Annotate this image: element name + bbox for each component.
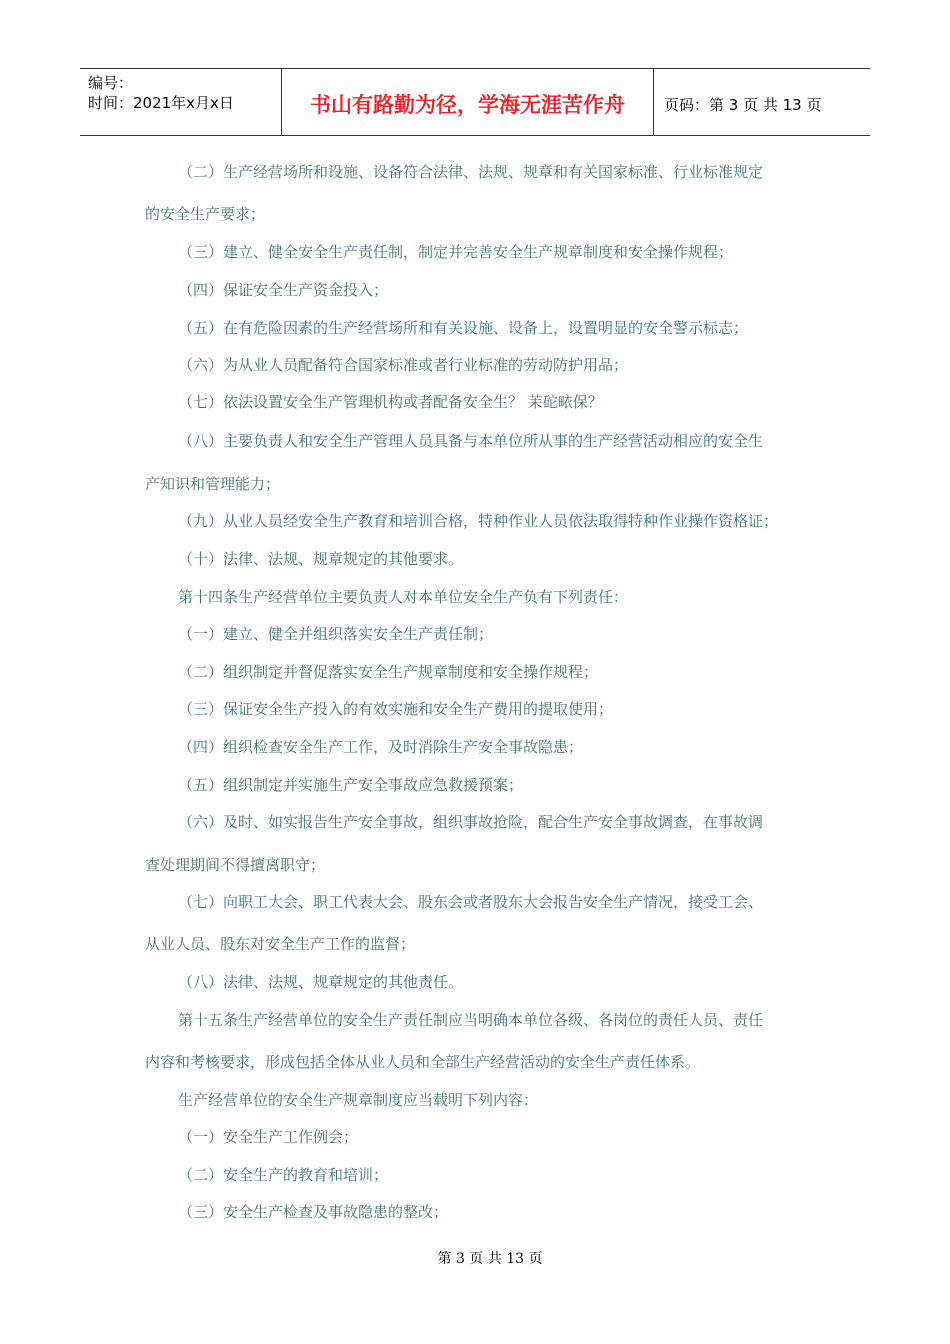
body-line: （九）从业人员经安全生产教育和培训合格，特种作业人员依法取得特种作业操作资格证； [178,512,779,530]
body-line: （一）安全生产工作例会； [178,1128,359,1146]
body-line: （二）生产经营场所和设施、设备符合法律、法规、规章和有关国家标准、行业标准规定 [178,163,764,181]
time-label: 时间：2021年x月x日 [88,94,234,112]
body-line: 第十四条生产经营单位主要负责人对本单位安全生产负有下列责任： [178,588,629,606]
page-header [80,68,870,136]
page-footer: 第 3 页 共 13 页 [437,1251,543,1267]
body-line: 的安全生产要求； [145,205,266,223]
body-line: （三）安全生产检查及事故隐患的整改； [178,1203,449,1221]
body-line: （二）安全生产的教育和培训； [178,1166,389,1184]
body-line: （四）保证安全生产资金投入； [178,281,389,299]
body-line: （二）组织制定并督促落实安全生产规章制度和安全操作规程； [178,663,599,681]
body-line: （三）保证安全生产投入的有效实施和安全生产费用的提取使用； [178,700,614,718]
body-line: （八）主要负责人和安全生产管理人员具备与本单位所从事的生产经营活动相应的安全生 [178,432,764,450]
body-line: （三）建立、健全安全生产责任制，制定并完善安全生产规章制度和安全操作规程； [178,243,734,261]
body-line: （五）组织制定并实施生产安全事故应急救援预案； [178,776,524,794]
body-line: 第十五条生产经营单位的安全生产责任制应当明确本单位各级、各岗位的责任人员、责任 [178,1011,764,1029]
body-line: （八）法律、法规、规章规定的其他责任。 [178,973,464,991]
body-line: （十）法律、法规、规章规定的其他要求。 [178,550,464,568]
body-line: 生产经营单位的安全生产规章制度应当载明下列内容： [178,1091,539,1109]
header-page-label: 页码：第 3 页 共 13 页 [664,95,822,114]
body-line: （七）向职工大会、职工代表大会、股东会或者股东大会报告安全生产情况，接受工会、 [178,893,764,911]
body-line: 从业人员、股东对安全生产工作的监督； [145,935,416,953]
serial-label: 编号： [88,74,134,92]
body-line: 查处理期间不得擅离职守； [145,856,326,874]
header-meta [80,69,282,135]
header-motto: 书山有路勤为径，学海无涯苦作舟 [282,69,654,135]
body-line: （六）为从业人员配备符合国家标准或者行业标准的劳动防护用品； [178,356,629,374]
body-line: 内容和考核要求，形成包括全体从业人员和全部生产经营活动的安全生产责任体系。 [145,1053,701,1071]
body-line: （六）及时、如实报告生产安全事故，组织事故抢险，配合生产安全事故调查，在事故调 [178,813,764,831]
body-line: （五）在有危险因素的生产经营场所和有关设施、设备上，设置明显的安全警示标志； [178,319,749,337]
body-line: （四）组织检查安全生产工作，及时消除生产安全事故隐患； [178,738,584,756]
body-line: （一）建立、健全并组织落实安全生产责任制； [178,625,494,643]
body-line: 产知识和管理能力； [145,475,281,493]
body-line: （七）依法设置安全生产管理机构或者配备安全生？ 苿砣畩保？ [178,393,603,411]
